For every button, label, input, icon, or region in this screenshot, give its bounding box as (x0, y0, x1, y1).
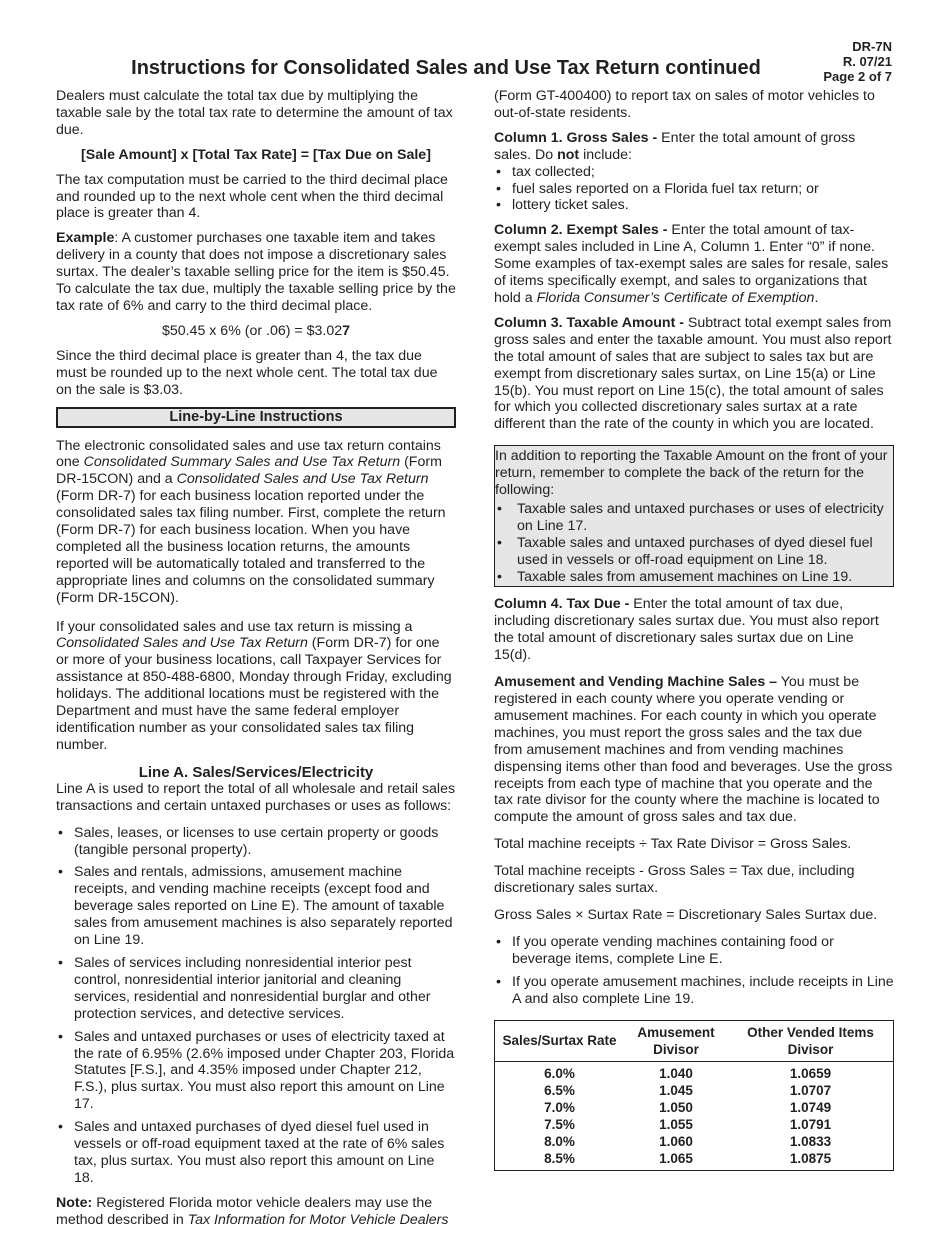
other-vended-cell: 1.0833 (789, 1133, 832, 1149)
column-1-after: include: (579, 146, 632, 163)
column-3-paragraph (494, 315, 894, 433)
other-vended-cell: 1.0791 (789, 1116, 832, 1132)
example-label: Example (56, 230, 115, 247)
list-item: • fuel sales reported on a Florida fuel tax return; or (494, 181, 894, 198)
line-by-line-paragraph (56, 438, 456, 607)
table-header-row (495, 1020, 894, 1061)
list-item: • Taxable sales and untaxed purchases or uses of electricity on Line 17. (495, 501, 893, 535)
line-a-heading: Line A. Sales/Services/Electricity (138, 763, 374, 781)
column-2-text: Enter the total amount of tax-exempt sales included in Line A, Column 1. Enter “0” if none. Some examples of tax-exempt sales are sales for resale, sales of items specifically exempt, and sales to organizations that hold a (494, 222, 889, 306)
amusement-cell: 1.050 (659, 1099, 693, 1115)
tax-formula: [Sale Amount] x [Total Tax Rate] = [Tax Due on Sale] (81, 146, 431, 163)
lbl-form-return: Consolidated Sales and Use Tax Return (176, 471, 429, 488)
column-1-not: not (557, 146, 580, 163)
list-item: • If you operate amusement machines, include receipts in Line A and also complete Line 19. (494, 974, 894, 1008)
rate-cell: 6.5% (544, 1082, 575, 1098)
page-title: Instructions for Consolidated Sales and Use Tax Return continued (131, 57, 761, 79)
list-item: • tax collected; (494, 164, 894, 181)
note-continued: (Form GT-400400) to report tax on sales of motor vehicles to out-of-state residents. (494, 88, 875, 121)
miss-text-1: If your consolidated sales and use tax return is missing a (56, 618, 413, 635)
intro-paragraph: Dealers must calculate the total tax due by multiplying the taxable sale by the total tax rate to determine the amount of tax due. (56, 88, 453, 138)
reminder-list (495, 501, 893, 586)
note-publication: Tax Information for Motor Vehicle Dealers (187, 1211, 449, 1228)
table-row (495, 1133, 894, 1150)
machine-list (494, 934, 894, 1008)
column-2-certificate: Florida Consumer’s Certificate of Exemption (536, 289, 815, 306)
other-vended-cell: 1.0707 (789, 1082, 832, 1098)
column-1-text: Enter the total amount of gross sales. Do (494, 129, 856, 163)
example-calculation (56, 323, 456, 340)
list-item: • Taxable sales and untaxed purchases of dyed diesel fuel used in vessels or off-road equipment on Line 18. (495, 535, 893, 569)
amusement-cell: 1.065 (659, 1150, 693, 1166)
line-a-list (56, 825, 456, 1187)
list-item: • lottery ticket sales. (494, 197, 894, 214)
line-a-intro: Line A is used to report the total of all wholesale and retail sales transactions and certain untaxed purchases or uses as follows: (56, 780, 456, 814)
amusement-cell: 1.045 (659, 1082, 693, 1098)
column-2-label: Column 2. Exempt Sales - (494, 222, 668, 239)
table-row (495, 1116, 894, 1133)
rate-cell: 8.0% (544, 1133, 575, 1149)
table-row (495, 1082, 894, 1099)
list-item: • Sales and untaxed purchases of dyed diesel fuel used in vessels or off-road equipment taxed at the rate of 6% sales tax, plus surtax. You must also report this amount on Line 18. (56, 1119, 456, 1187)
amusement-cell: 1.060 (659, 1133, 693, 1149)
list-item: • Taxable sales from amusement machines on Line 19. (495, 569, 893, 586)
note-label: Note: (56, 1194, 93, 1211)
column-4-paragraph (494, 596, 894, 664)
form-revision: R. 07/21 (842, 53, 892, 69)
header-rate: Sales/Surtax Rate (495, 1020, 625, 1061)
column-2-end: . (814, 289, 819, 306)
table-row (495, 1061, 894, 1082)
column-4-text: Enter the total amount of tax due, including discretionary sales surtax due. You must also report the total amount of discretionary sales surtax due on Line 15(d). (494, 596, 879, 664)
example-calc-digit: 7 (342, 322, 351, 339)
left-column (56, 88, 456, 1237)
form-number: DR-7N (852, 39, 892, 54)
amusement-cell: 1.055 (659, 1116, 693, 1132)
example-paragraph (56, 230, 456, 315)
divisor-table (494, 1020, 894, 1171)
rate-cell: 6.0% (544, 1065, 575, 1081)
column-1-list (494, 164, 894, 215)
list-item: • Sales of services including nonresidential interior pest control, nonresidential interior janitorial and cleaning services, residential and nonresidential burglar and other protection services, and detective services. (56, 955, 456, 1023)
column-1-label: Column 1. Gross Sales - (494, 129, 658, 146)
calc-line-1: Total machine receipts ÷ Tax Rate Divisor = Gross Sales. (494, 836, 852, 853)
right-column (494, 88, 894, 1171)
amusement-text: You must be registered in each county where you operate vending or amusement machines. For each county in which you operate machines, you must report the gross sales and the tax due from amusement machines and from vending machines dispensing items other than food and beverages. Use the gross receipts from each type of machine that you operate and the tax rate divisor for the county where the machine is located to compute the amount of gross sales and tax due. (494, 674, 893, 826)
calc-line-3: Gross Sales × Surtax Rate = Discretionary Sales Surtax due. (494, 906, 878, 923)
list-item: • Sales, leases, or licenses to use certain property or goods (tangible personal property). (56, 825, 456, 859)
example-text: : A customer purchases one taxable item and takes delivery in a county that does not impose a discretionary sales surtax. The dealer’s taxable selling price for the item is $50.45. To calculate the tax due, multiply the taxable selling price by the tax rate of 6% and carry to the third decimal place. (56, 230, 456, 314)
lbl-form-summary: Consolidated Summary Sales and Use Tax Return (83, 454, 401, 471)
column-3-label: Column 3. Taxable Amount - (494, 314, 684, 331)
note-paragraph (56, 1195, 456, 1229)
column-1-paragraph (494, 130, 894, 164)
table-row (495, 1099, 894, 1116)
reminder-box (494, 445, 894, 587)
header-other-vended: Other Vended Items Divisor (728, 1020, 894, 1061)
other-vended-cell: 1.0875 (789, 1150, 832, 1166)
rate-cell: 7.5% (544, 1116, 575, 1132)
list-item: • If you operate vending machines containing food or beverage items, complete Line E. (494, 934, 894, 968)
other-vended-cell: 1.0749 (789, 1099, 832, 1115)
lbl-text-2: (Form DR-15CON) and a (56, 454, 442, 488)
lbl-text-3: (Form DR-7) for each business location reported under the consolidated sales tax filing number. First, complete the return (Form DR-7) for each business location. When you have completed all the business location returns, the amounts reported will be automatically totaled and transferred to the appropriate lines and columns on the consolidated summary (Form DR-15CON). (56, 488, 446, 606)
amusement-cell: 1.040 (659, 1065, 693, 1081)
rounding-paragraph: Since the third decimal place is greater than 4, the tax due must be rounded up to the next whole cent. The total tax due on the sale is $3.03. (56, 347, 438, 398)
table-row (495, 1150, 894, 1171)
miss-form-name: Consolidated Sales and Use Tax Return (56, 635, 308, 652)
lbl-text-1: The electronic consolidated sales and use tax return contains one (56, 437, 441, 471)
column-4-label: Column 4. Tax Due - (494, 596, 630, 613)
rate-cell: 7.0% (544, 1099, 575, 1115)
column-2-paragraph (494, 222, 894, 307)
page-number: Page 2 of 7 (823, 68, 892, 84)
missing-return-paragraph (56, 619, 456, 754)
other-vended-cell: 1.0659 (789, 1065, 832, 1081)
column-3-text: Subtract total exempt sales from gross sales and enter the taxable amount. You must also report the total amount of sales that are subject to sales tax but are exempt from discretionary sales surtax, on Line 15(a) or Line 15(b). You must report on Line 15(c), the total amount of sales for which you collected discretionary sales surtax at a rate different than the rate of the county in which you are located. (494, 314, 892, 433)
rate-cell: 8.5% (544, 1150, 575, 1166)
computation-paragraph: The tax computation must be carried to the third decimal place and rounded up to the next whole cent when the third decimal place is greater than 4. (56, 171, 448, 222)
calc-line-2: Total machine receipts - Gross Sales = Tax due, including discretionary sales surtax. (494, 863, 855, 897)
list-item: • Sales and untaxed purchases or uses of electricity taxed at the rate of 6.95% (2.6% imposed under Chapter 203, Florida Statutes [F.S.], and 4.35% imposed under Chapter 212, F.S.), plus surtax. You must also report this amount on Line 17. (56, 1029, 456, 1114)
list-item: • Sales and rentals, admissions, amusement machine receipts, and vending machine receipts (except food and beverage sales reported on Line E). The amount of taxable sales from amusement machines is also separately reported on Line 19. (56, 864, 456, 949)
line-by-line-heading: Line-by-Line Instructions (56, 407, 456, 428)
header-amusement: Amusement Divisor (624, 1020, 728, 1061)
miss-text-2: (Form DR-7) for one or more of your business locations, call Taxpayer Services for assistance at 850-488-6800, Monday through Friday, excluding holidays. The additional locations must be registered with the Department and must have the same federal employer identification number as your consolidated sales tax filing number. (56, 635, 452, 753)
note-text: Registered Florida motor vehicle dealers may use the method described in (56, 1194, 433, 1228)
reminder-intro: In addition to reporting the Taxable Amount on the front of your return, remember to complete the back of the return for the following: (495, 448, 888, 499)
amusement-paragraph (494, 674, 894, 826)
amusement-label: Amusement and Vending Machine Sales – (494, 674, 778, 691)
example-calc-text: $50.45 x 6% (or .06) = $3.02 (161, 322, 343, 339)
